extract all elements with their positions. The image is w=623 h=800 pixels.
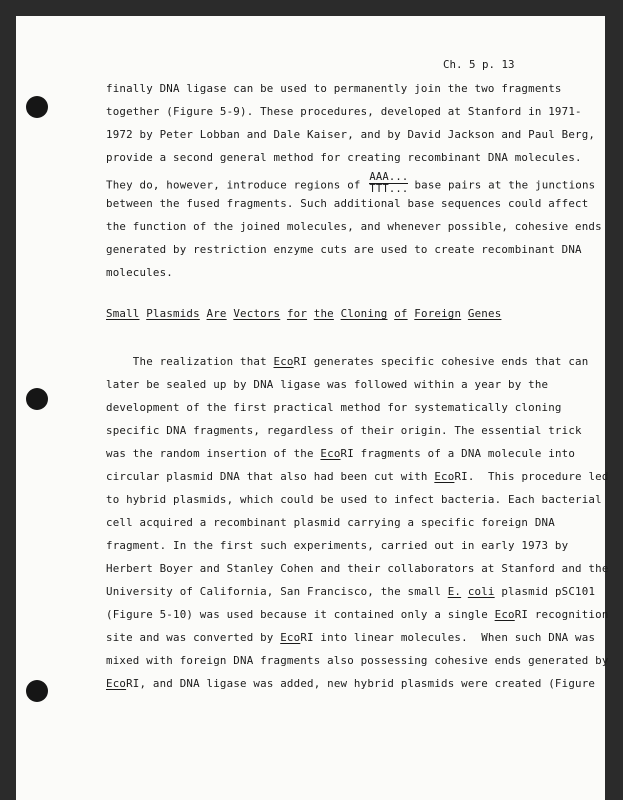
text-line: between the fused fragments. Such additional base sequences could affect [106, 197, 589, 210]
text-line: finally DNA ligase can be used to permanently join the two fragments [106, 82, 562, 95]
binder-hole-top [26, 96, 48, 118]
text-line: 1972 by Peter Lobban and Dale Kaiser, and by David Jackson and Paul Berg, [106, 128, 596, 141]
text-line: molecules. [106, 266, 174, 279]
text-line: circular plasmid DNA that also had been cut with EcoRI. This procedure led [106, 470, 609, 483]
text-line: later be sealed up by DNA ligase was followed within a year by the [106, 378, 549, 391]
binder-hole-middle [26, 388, 48, 410]
text-line: mixed with foreign DNA fragments also possessing cohesive ends generated by [106, 654, 609, 667]
text-line: generated by restriction enzyme cuts are used to create recombinant DNA [106, 243, 582, 256]
text-line: The realization that EcoRI generates specific cohesive ends that can [106, 355, 589, 368]
text-line: EcoRI, and DNA ligase was added, new hybrid plasmids were created (Figure [106, 677, 596, 690]
text-line: provide a second general method for creating recombinant DNA molecules. [106, 151, 582, 164]
base-pair-fraction: $\frac{\text{AAA...}}{\text{TTT...}}$ [369, 171, 409, 195]
text-line: (Figure 5-10) was used because it contained only a single EcoRI recognition [106, 608, 609, 621]
text-line: the function of the joined molecules, and whenever possible, cohesive ends [106, 220, 602, 233]
section-heading: Small Plasmids Are Vectors for the Cloning of Foreign Genes [106, 307, 502, 320]
text-line-with-fraction: They do, however, introduce regions of $\frac{\text{AAA...}}{\text{TTT...}}$ base pairs at the junctions [106, 171, 596, 195]
text-line: specific DNA fragments, regardless of their origin. The essential trick [106, 424, 582, 437]
text-line: was the random insertion of the EcoRI fragments of a DNA molecule into [106, 447, 576, 460]
text-line: development of the first practical method for systematically cloning [106, 401, 562, 414]
text-line: University of California, San Francisco, the small E. coli plasmid pSC101 [106, 585, 596, 598]
text-line: fragment. In the first such experiments, carried out in early 1973 by [106, 539, 569, 552]
page-number-label: Ch. 5 p. 13 [443, 58, 515, 71]
text-line: together (Figure 5-9). These procedures, developed at Stanford in 1971- [106, 105, 582, 118]
text-line: site and was converted by EcoRI into linear molecules. When such DNA was [106, 631, 596, 644]
paper-page [16, 16, 609, 800]
text-line: Herbert Boyer and Stanley Cohen and their collaborators at Stanford and the [106, 562, 609, 575]
binder-hole-bottom [26, 680, 48, 702]
text-line: cell acquired a recombinant plasmid carrying a specific foreign DNA [106, 516, 555, 529]
text-line: to hybrid plasmids, which could be used to infect bacteria. Each bacterial [106, 493, 602, 506]
